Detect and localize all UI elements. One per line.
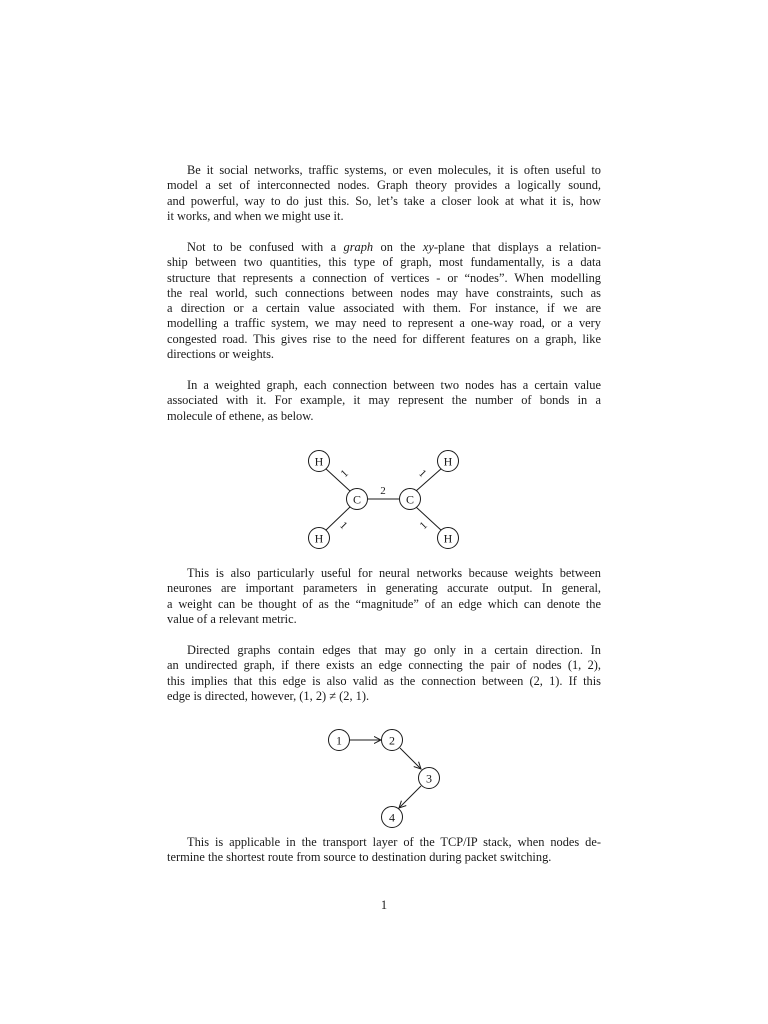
paragraph-intro — [167, 163, 601, 224]
edge-weight-label: 1 — [416, 467, 429, 480]
text-line: Be it social networks, traffic systems, or even molecules, it is often useful to — [187, 163, 601, 177]
text-line: a direction or a certain value associated with them. For instance, if we are — [167, 301, 601, 316]
text-line: ship between two quantities, this type of graph, most fundamentally, is a data — [167, 255, 601, 270]
node-label: C — [405, 492, 415, 507]
text-line: directions or weights. — [167, 347, 275, 362]
text-line: this implies that this edge is also valid as the connection between (2, 1). If this — [167, 673, 601, 688]
directed-graph — [320, 724, 445, 832]
paragraph-definition — [167, 240, 601, 362]
directed-edge-2-3 — [400, 748, 421, 769]
text-line: This is applicable in the transport layer of the TCP/IP stack, when nodes de- — [187, 835, 601, 849]
text-line: edge is directed, however, (1, 2) ≠ (2, 1). — [167, 688, 370, 703]
text-line: structure that represents a connection of vertices - or “nodes”. When modelling — [167, 270, 601, 285]
node-label: 4 — [389, 810, 395, 825]
paragraph-neural-networks — [167, 566, 601, 627]
paragraph-directed — [167, 643, 601, 704]
text-line: molecule of ethene, as below. — [167, 408, 314, 423]
emphasized-word: graph — [343, 240, 374, 254]
text-line: model a set of interconnected nodes. Graph theory provides a logically sound, — [167, 178, 601, 193]
paragraph-tcp-ip — [167, 835, 601, 866]
directed-edge-3-4 — [399, 786, 421, 808]
text-line: This is also particularly useful for neural networks because weights between — [187, 566, 601, 580]
text-line: Directed graphs contain edges that may go only in a certain direction. In — [187, 643, 601, 657]
node-label: 3 — [426, 771, 432, 786]
paragraph-weighted — [167, 378, 601, 424]
node-label: 1 — [336, 733, 342, 748]
node-label: H — [443, 454, 453, 469]
node-label: H — [314, 454, 324, 469]
text-line: an undirected graph, if there exists an edge connecting the pair of nodes (1, 2), — [167, 658, 601, 673]
text-line: a weight can be thought of as the “magnitude” of an edge which can denote the — [167, 596, 601, 611]
text-line: value of a relevant metric. — [167, 611, 297, 626]
node-label: 2 — [389, 733, 395, 748]
edge-weight-label: 2 — [380, 485, 386, 497]
ethene-weighted-graph — [300, 445, 470, 553]
text-line: it works, and when we might use it. — [167, 208, 344, 223]
text-line: modelling a traffic system, we may need to represent a one-way road, or a very — [167, 316, 601, 331]
edge-weight-label: 1 — [337, 519, 350, 532]
node-label: H — [314, 531, 324, 546]
edge-weight-label: 1 — [338, 467, 351, 480]
text-line: the real world, such connections between nodes may have constraints, such as — [167, 285, 601, 300]
text-line: Not to be confused with a graph on the xy-plane that displays a relation- — [187, 240, 602, 254]
text-line: congested road. This gives rise to the need for different features on a graph, like — [167, 331, 601, 346]
edge-weight-label: 1 — [417, 519, 430, 532]
emphasized-word: xy — [422, 240, 434, 254]
text-line: and powerful, way to do just this. So, let’s take a closer look at what it is, how — [167, 193, 601, 208]
text-line: associated with it. For example, it may represent the number of bonds in a — [167, 393, 601, 408]
page-number: 1 — [380, 898, 388, 912]
text-line: neurones are important parameters in generating accurate output. In general, — [167, 581, 601, 596]
node-label: H — [443, 531, 453, 546]
text-line: In a weighted graph, each connection between two nodes has a certain value — [187, 378, 601, 392]
node-label: C — [352, 492, 362, 507]
text-line: termine the shortest route from source to destination during packet switching. — [167, 850, 552, 865]
